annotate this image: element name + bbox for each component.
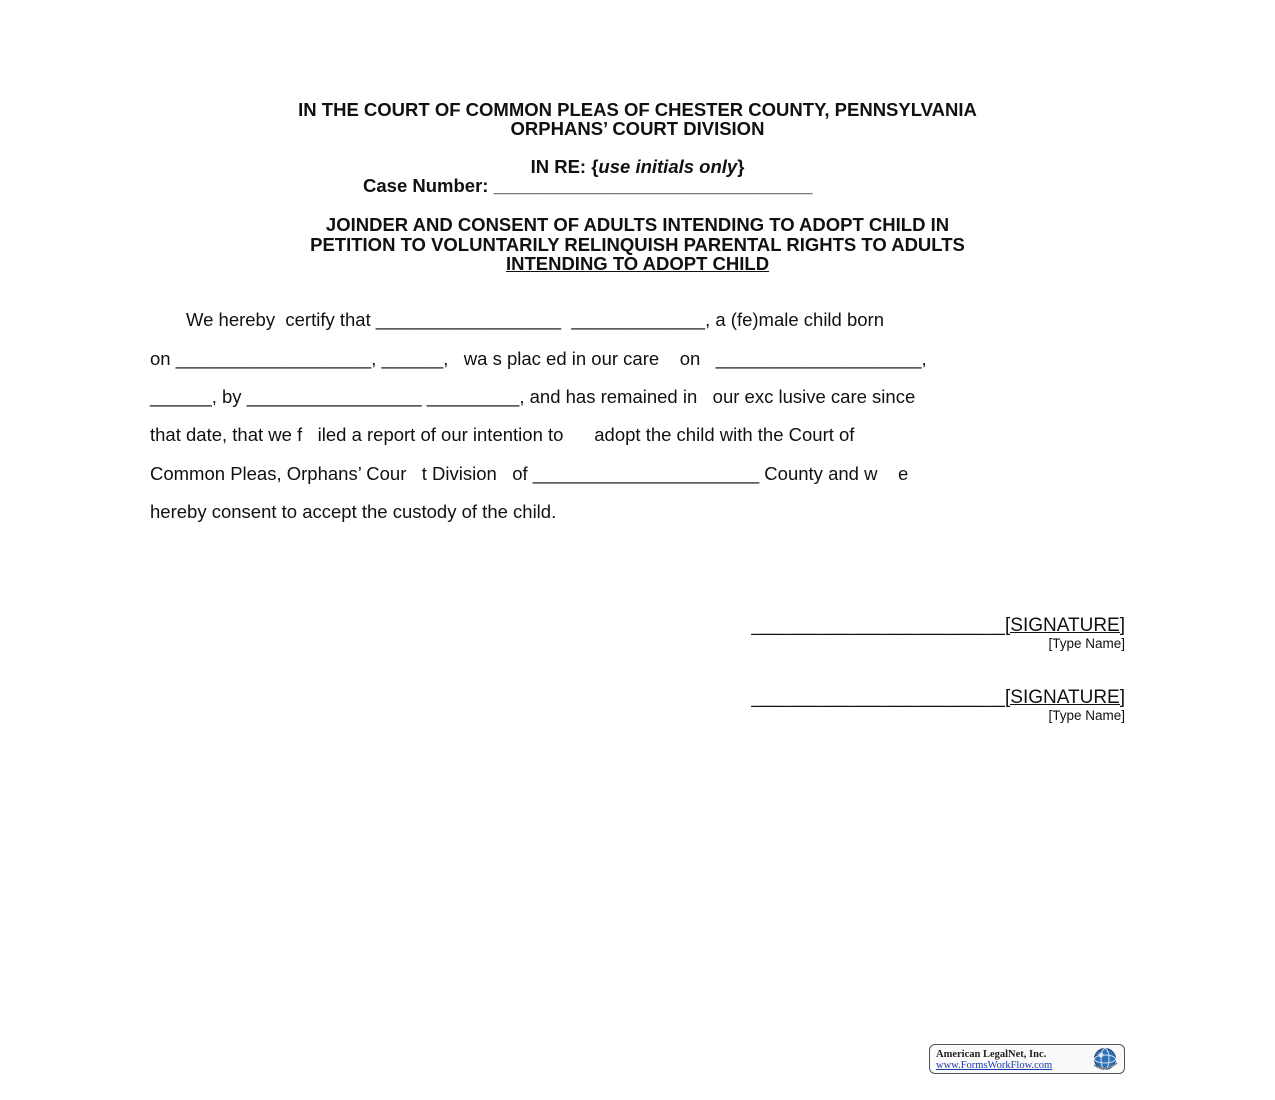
in-re-label: IN RE: {	[530, 156, 599, 177]
signature-block-2	[672, 688, 1125, 723]
signature-blank: ________________________	[751, 615, 1005, 636]
case-number-blank: _______________________________	[493, 175, 813, 196]
case-number-label: Case Number:	[363, 175, 494, 196]
in-re-close: }	[737, 156, 745, 177]
type-name-label: [Type Name]	[1048, 636, 1125, 651]
body-line-6: hereby consent to accept the custody of the child.	[150, 501, 557, 522]
body-line-5: Common Pleas, Orphans’ Cour t Division of ______________________ County and w e	[150, 463, 909, 484]
court-heading: IN THE COURT OF COMMON PLEAS OF CHESTER COUNTY, PENNSYLVANIA	[298, 99, 977, 120]
case-number-line	[0, 176, 813, 195]
body-line-1: We hereby certify that __________________ _____________, a (fe)male child born	[150, 309, 885, 330]
company-url-link[interactable]: www.FormsWorkFlow.com	[936, 1060, 1053, 1071]
signature-line	[672, 688, 1125, 708]
signature-blank: ________________________	[751, 687, 1005, 708]
signature-label: [SIGNATURE]	[1005, 615, 1125, 636]
globe-logo-icon	[1090, 1047, 1120, 1071]
body-line-2: on ___________________, ______, wa s plac ed in our care on ____________________,	[150, 348, 927, 369]
company-name: American LegalNet, Inc.	[936, 1049, 1047, 1060]
in-re-line	[100, 157, 1175, 176]
body-line-3: ______, by _________________ _________, and has remained in our exc lusive care since	[150, 386, 916, 407]
title-line-3: INTENDING TO ADOPT CHILD	[505, 253, 770, 274]
legalnet-badge[interactable]	[929, 1044, 1125, 1074]
signature-block-1	[672, 616, 1125, 651]
document-title	[150, 215, 1125, 274]
title-line-1: JOINDER AND CONSENT OF ADULTS INTENDING TO ADOPT CHILD IN	[325, 214, 950, 235]
signature-line	[672, 616, 1125, 636]
division-heading: ORPHANS’ COURT DIVISION	[510, 118, 765, 139]
title-line-2: PETITION TO VOLUNTARILY RELINQUISH PARENTAL RIGHTS TO ADULTS	[310, 233, 965, 255]
in-re-value: use initials only	[598, 156, 738, 177]
type-name-label: [Type Name]	[1048, 708, 1125, 723]
signature-label: [SIGNATURE]	[1005, 687, 1125, 708]
body-line-4: that date, that we f iled a report of our intention to adopt the child with the Court of	[150, 424, 855, 445]
